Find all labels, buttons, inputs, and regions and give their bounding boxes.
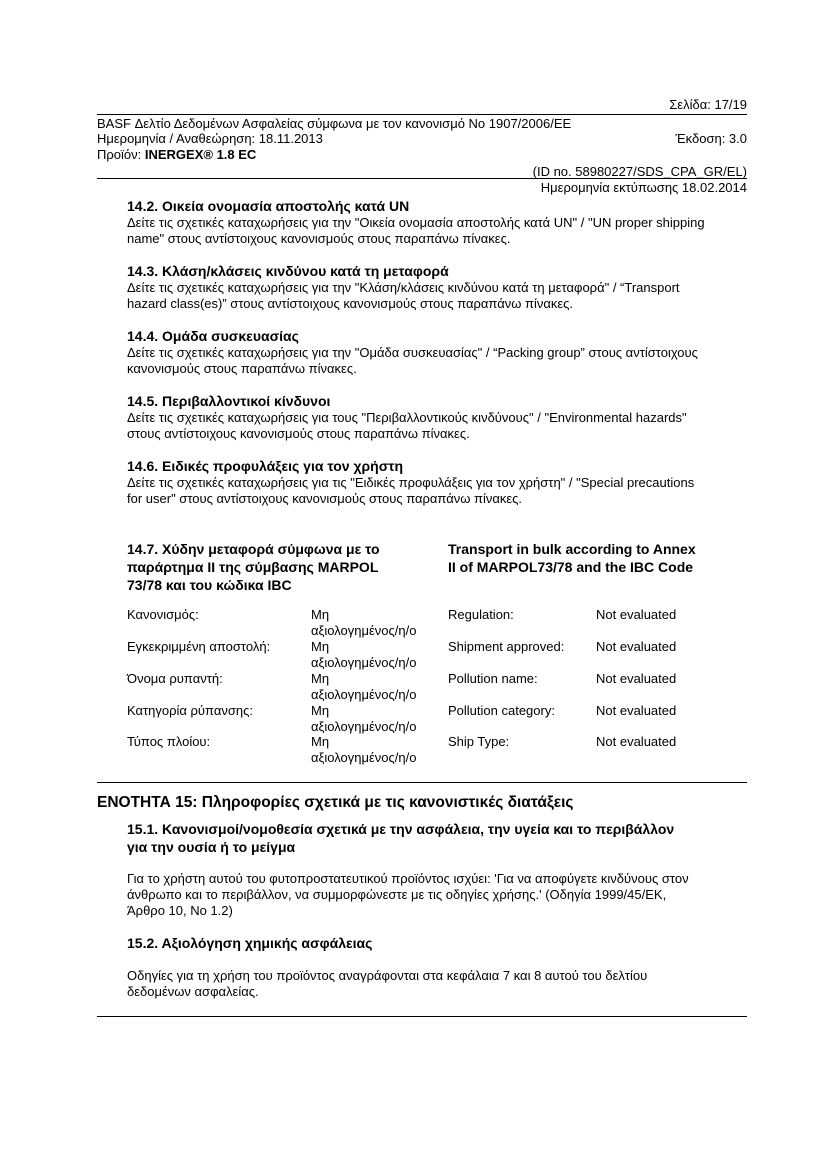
section-15-2-text-2: δεδομένων ασφαλείας. (127, 984, 259, 999)
section-14-7-title-greek-line-1: 14.7. Χύδην μεταφορά σύμφωνα με το (127, 541, 380, 557)
section-14-7-title-greek-line-3: 73/78 και του κώδικα IBC (127, 577, 292, 593)
section-14-2-title: 14.2. Οικεία ονομασία αποστολής κατά UN (127, 198, 410, 214)
row-greek-label: Κανονισμός: (127, 607, 199, 622)
row-english-value: Not evaluated (596, 639, 677, 654)
row-greek-value-1: Μη (311, 703, 330, 718)
section-15-1-text-2: άνθρωπο και το περιβάλλον, να συμμορφώνεστε με τις οδηγίες χρήσης.' (Οδηγία 1999/45/ΕΚ, (127, 887, 667, 902)
section-14-4-title: 14.4. Ομάδα συσκευασίας (127, 328, 299, 344)
row-english-value: Not evaluated (596, 671, 677, 686)
section-14-5-title: 14.5. Περιβαλλοντικοί κίνδυνοι (127, 393, 331, 409)
header-id-no: (ID no. 58980227/SDS_CPA_GR/EL) (532, 164, 747, 179)
section-15-1-title-line-1: 15.1. Κανονισμοί/νομοθεσία σχετικά με την ασφάλεια, την υγεία και το περιβάλλον (127, 821, 675, 837)
section-15-1-text-3: Άρθρο 10, Νο 1.2) (127, 903, 233, 918)
section-15-title: ΕΝΟΤΗΤΑ 15: Πληροφορίες σχετικά με τις κανονιστικές διατάξεις (97, 794, 574, 811)
section-14-5-text-2: στους αντίστοιχους κανονισμούς στους παραπάνω πίνακες. (127, 426, 470, 441)
section-14-5-text-1: Δείτε τις σχετικές καταχωρήσεις για τους "Περιβαλλοντικούς κινδύνους" / "Environmental hazards" (127, 410, 687, 425)
row-greek-label: Τύπος πλοίου: (127, 734, 211, 749)
section-15-2-title: 15.2. Αξιολόγηση χημικής ασφάλειας (127, 935, 373, 951)
section-14-7-title-english-line-2: II of MARPOL73/78 and the IBC Code (448, 559, 694, 575)
section-14-7-title-english (448, 540, 696, 576)
section-14-7-title-greek (127, 540, 380, 594)
row-english-value: Not evaluated (596, 703, 677, 718)
section-14-6-title: 14.6. Ειδικές προφυλάξεις για τον χρήστη (127, 458, 404, 474)
header-product (97, 147, 256, 163)
header-revision-date: Ημερομηνία / Αναθεώρηση: 18.11.2013 (97, 131, 323, 146)
section-14-7-title-greek-line-2: παράρτημα II της σύμβασης MARPOL (127, 559, 379, 575)
header-title: BASF Δελτίο Δεδομένων Ασφαλείας σύμφωνα με τον κανονισμό Νο 1907/2006/ΕΕ (97, 116, 572, 131)
section-14-7-title-english-line-1: Transport in bulk according to Annex (448, 541, 696, 557)
header-rule-bottom (97, 178, 747, 179)
row-greek-value-1: Μη (311, 607, 330, 622)
header-rule-top (97, 114, 747, 115)
section-14-6-text-1: Δείτε τις σχετικές καταχωρήσεις για τις "Ειδικές προφυλάξεις για τον χρήστη" / "Special precautions (127, 475, 695, 490)
header-version: Έκδοση: 3.0 (675, 131, 747, 146)
section-15-1-title-line-2: για την ουσία ή το μείγμα (127, 839, 296, 855)
row-english-label: Shipment approved: (448, 639, 565, 654)
page-number: Σελίδα: 17/19 (669, 97, 747, 112)
section-15-1-title (127, 820, 674, 856)
section-14-2-text-2: name" στους αντίστοιχους κανονισμούς στους παραπάνω πίνακες. (127, 231, 511, 246)
row-greek-label: Όνομα ρυπαντή: (127, 671, 223, 686)
section-14-4-text-1: Δείτε τις σχετικές καταχωρήσεις για την "Ομάδα συσκευασίας" / “Packing group” στους αντίστοιχους (127, 345, 698, 360)
row-english-label: Pollution name: (448, 671, 538, 686)
row-english-value: Not evaluated (596, 734, 677, 749)
section-divider-bottom (97, 1016, 747, 1017)
row-greek-value-2: αξιολογημένος/η/ο (311, 623, 417, 638)
section-divider-15-top (97, 782, 747, 783)
row-greek-value-1: Μη (311, 734, 330, 749)
section-14-3-title: 14.3. Κλάση/κλάσεις κινδύνου κατά τη μεταφορά (127, 263, 449, 279)
section-15-1-text-1: Για το χρήστη αυτού του φυτοπροστατευτικού προϊόντος ισχύει: 'Για να αποφύγετε κινδύνους στον (127, 871, 689, 886)
row-greek-value-2: αξιολογημένος/η/ο (311, 687, 417, 702)
row-english-label: Regulation: (448, 607, 514, 622)
header-print-date: Ημερομηνία εκτύπωσης 18.02.2014 (540, 180, 747, 195)
row-greek-value-2: αξιολογημένος/η/ο (311, 719, 417, 734)
section-14-2-text-1: Δείτε τις σχετικές καταχωρήσεις για την "Οικεία ονομασία αποστολής κατά UN" / "UN proper shipping (127, 215, 705, 230)
row-greek-value-1: Μη (311, 671, 330, 686)
row-greek-value-2: αξιολογημένος/η/ο (311, 655, 417, 670)
row-greek-label: Κατηγορία ρύπανσης: (127, 703, 253, 718)
product-name: INERGEX® 1.8 EC (144, 147, 257, 162)
row-greek-label: Εγκεκριμμένη αποστολή: (127, 639, 271, 654)
row-greek-value-2: αξιολογημένος/η/ο (311, 750, 417, 765)
row-english-label: Ship Type: (448, 734, 510, 749)
section-14-4-text-2: κανονισμούς στους παραπάνω πίνακες. (127, 361, 357, 376)
product-label: Προϊόν: (97, 147, 145, 162)
row-english-value: Not evaluated (596, 607, 677, 622)
row-greek-value-1: Μη (311, 639, 330, 654)
section-14-6-text-2: for user" στους αντίστοιχους κανονισμούς στους παραπάνω πίνακες. (127, 491, 523, 506)
section-14-3-text-2: hazard class(es)” στους αντίστοιχους κανονισμούς στους παραπάνω πίνακες. (127, 296, 574, 311)
section-15-2-text-1: Οδηγίες για τη χρήση του προϊόντος αναγράφονται στα κεφάλαια 7 και 8 αυτού του δελτίου (127, 968, 648, 983)
row-english-label: Pollution category: (448, 703, 555, 718)
section-14-3-text-1: Δείτε τις σχετικές καταχωρήσεις για την "Κλάση/κλάσεις κινδύνου κατά τη μεταφορά" / “Transport (127, 280, 680, 295)
